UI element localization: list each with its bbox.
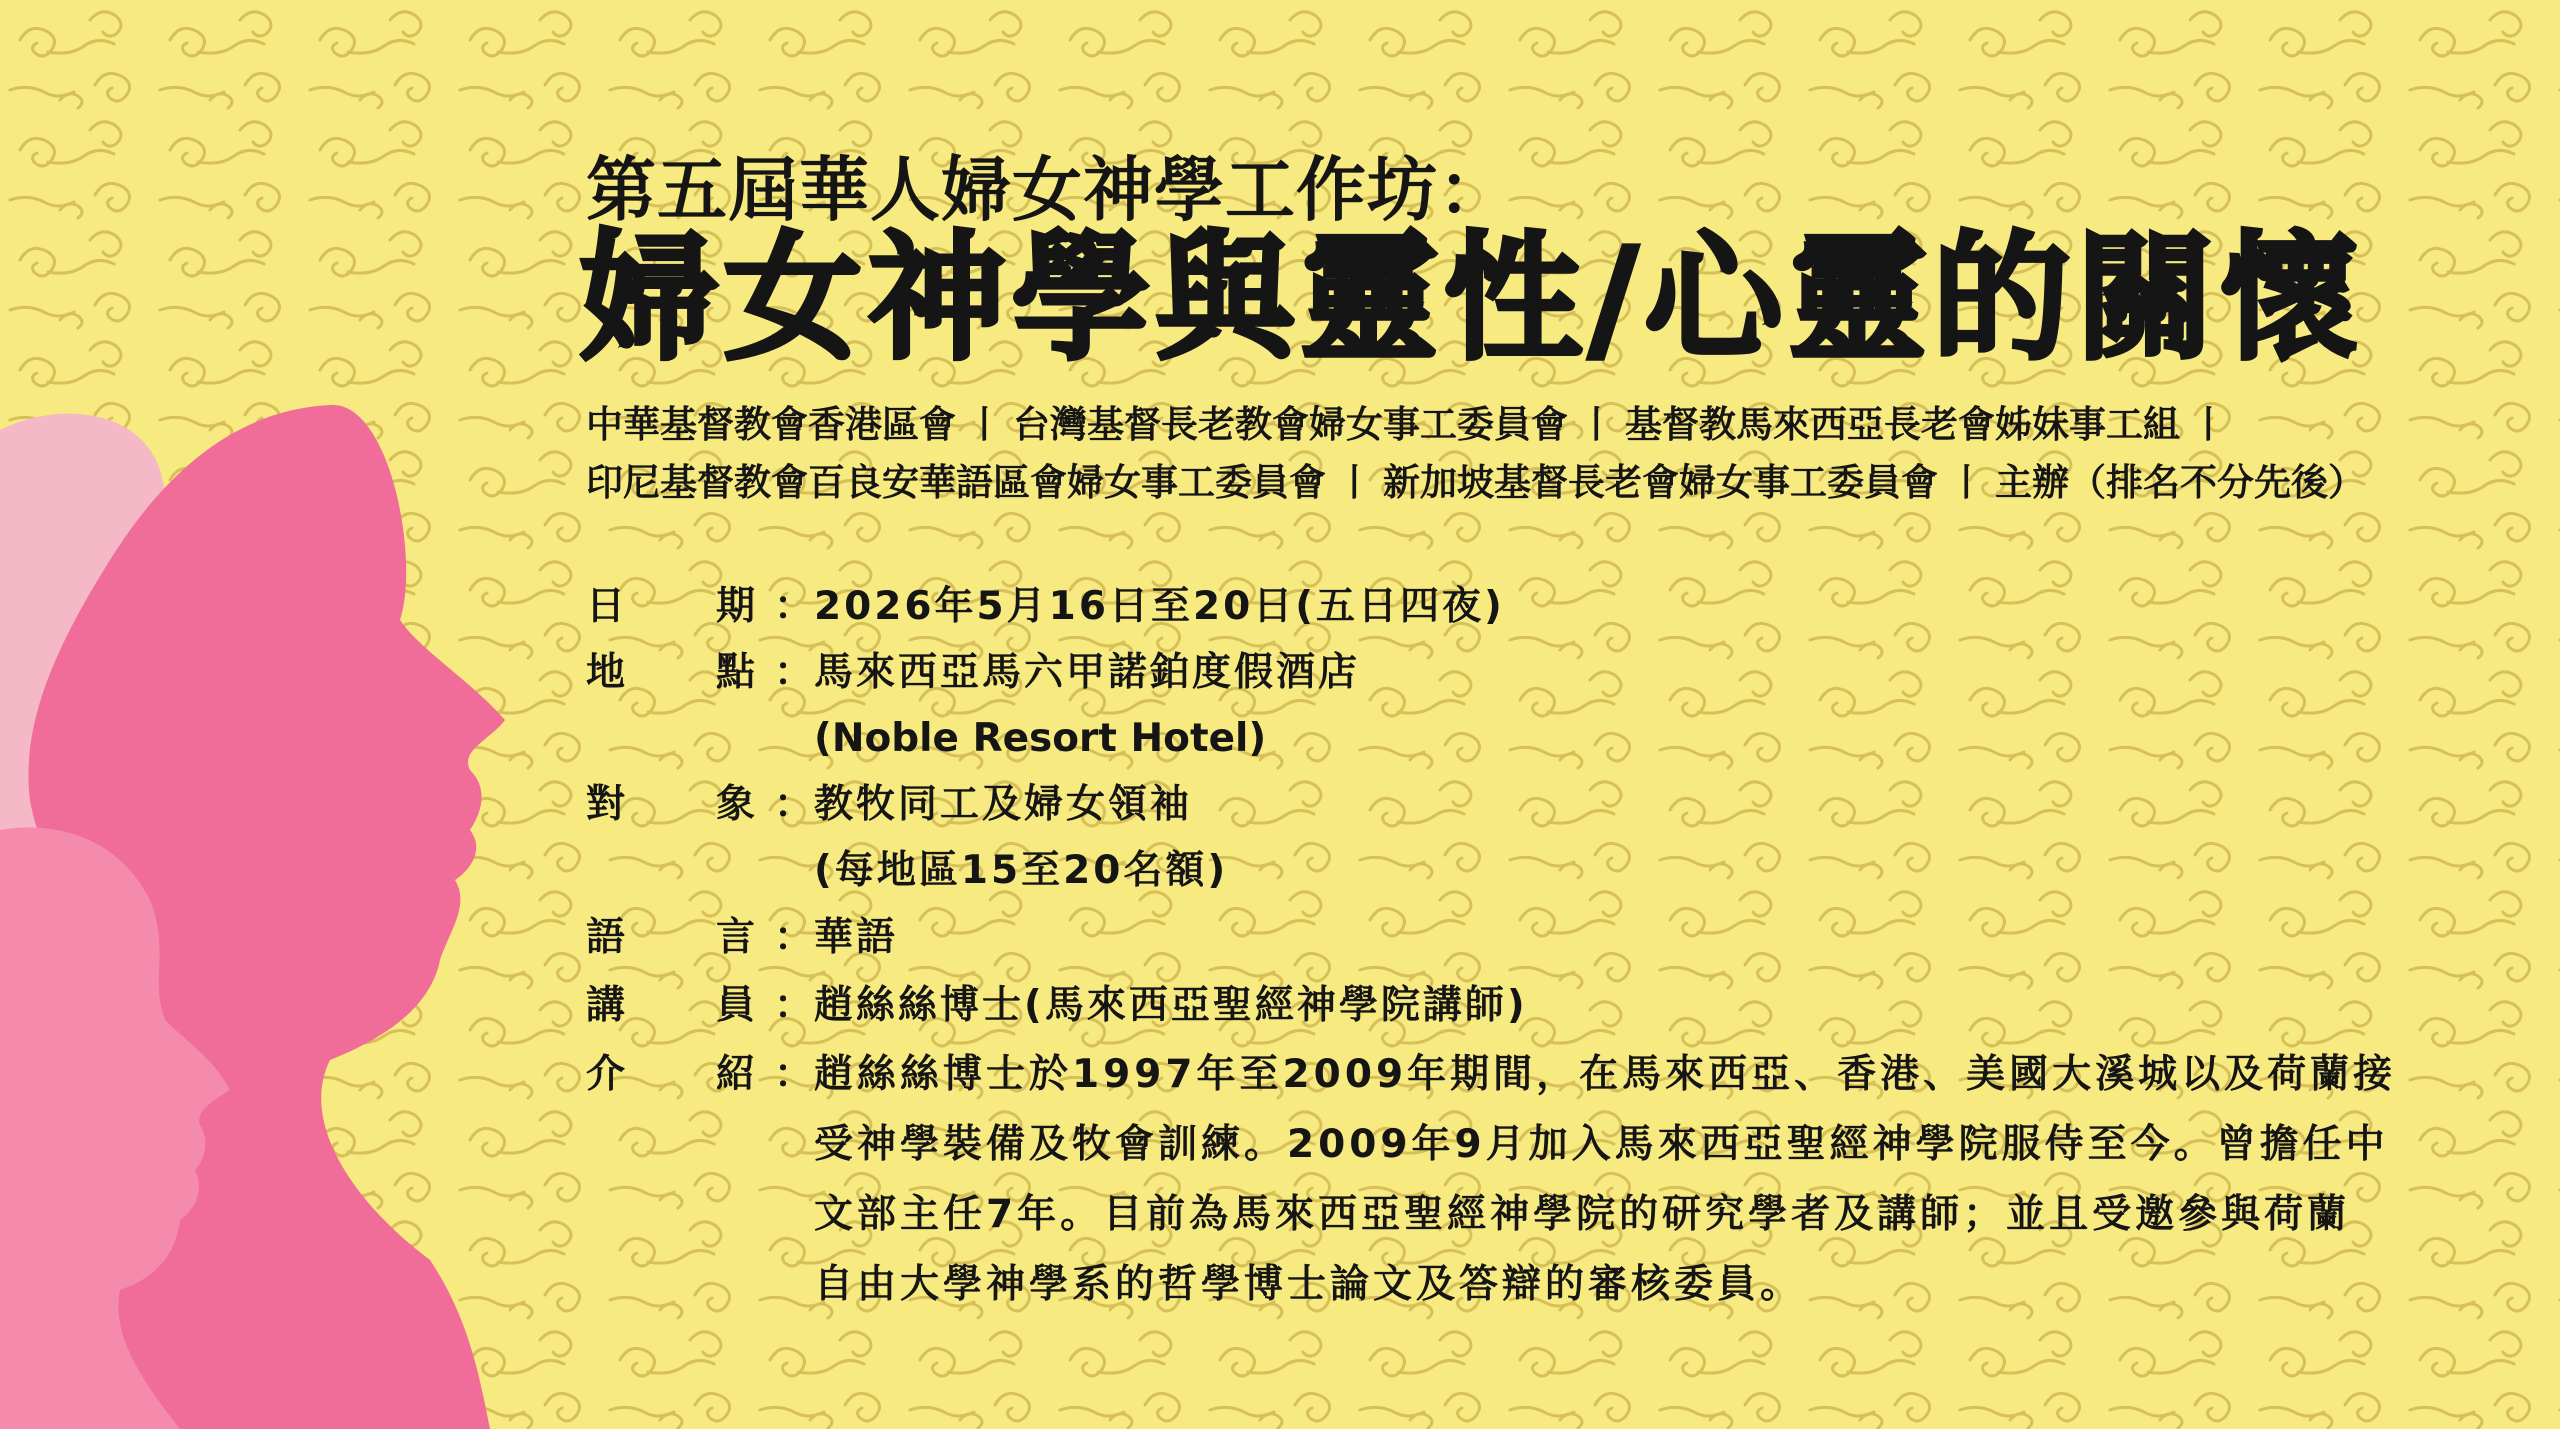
detail-venue — [586, 640, 2486, 706]
label-char: 語 — [586, 915, 629, 960]
organizers — [586, 396, 2365, 512]
detail-intro — [586, 1040, 2486, 1320]
intro-text-line: 趙絲絲博士於1997年至2009年期間，在馬來西亞、香港、美國大溪城以及荷蘭接 — [814, 1052, 2397, 1097]
intro-text-line: 自由大學神學系的哲學博士論文及答辯的審核委員。 — [814, 1262, 1804, 1307]
label-char: 點 — [716, 650, 759, 695]
event-details — [586, 574, 2486, 1320]
detail-date — [586, 574, 2486, 640]
detail-target — [586, 772, 2486, 838]
label-char: 期 — [716, 584, 759, 629]
label-colon: ： — [774, 782, 817, 827]
label-colon: ： — [774, 1052, 814, 1097]
label-colon: ： — [774, 915, 817, 960]
detail-language — [586, 904, 2486, 972]
organizer-item: 新加坡基督長老會婦女事工委員會 — [1383, 461, 1938, 504]
separator: 丨 — [2190, 403, 2227, 446]
intro-text-line: 受神學裝備及牧會訓練。2009年9月加入馬來西亞聖經神學院服侍至今。曾擔任中 — [814, 1122, 2389, 1167]
organizers-line-2 — [586, 454, 2365, 512]
date-value: 2026年5月16日至20日(五日四夜) — [814, 584, 1505, 629]
detail-label — [586, 1040, 814, 1110]
speaker-value: 趙絲絲博士(馬來西亞聖經神學院講師) — [814, 983, 1528, 1028]
label-char: 講 — [586, 983, 629, 1028]
detail-speaker — [586, 972, 2486, 1040]
target-value: 教牧同工及婦女領袖 — [814, 782, 1193, 827]
label-colon: ： — [774, 650, 817, 695]
separator: 丨 — [1948, 461, 1985, 504]
language-value: 華語 — [814, 915, 899, 960]
venue-english-value: (Noble Resort Hotel) — [814, 716, 1267, 761]
label-colon: ： — [774, 983, 817, 1028]
label-char: 象 — [716, 782, 759, 827]
label-char: 對 — [586, 782, 629, 827]
label-char: 言 — [716, 915, 759, 960]
workshop-title: 第五屆華人婦女神學工作坊： — [586, 149, 1509, 231]
label-char: 紹 — [716, 1052, 756, 1097]
organizer-item: 印尼基督教會百良安華語區會婦女事工委員會 — [586, 461, 1326, 504]
organizers-line-1 — [586, 396, 2365, 454]
target-quota-value: (每地區15至20名額) — [814, 848, 1229, 893]
separator: 丨 — [1578, 403, 1615, 446]
venue-value: 馬來西亞馬六甲諾鉑度假酒店 — [814, 650, 1361, 695]
label-char: 介 — [586, 1052, 626, 1097]
label-colon: ： — [774, 584, 817, 629]
organizer-item: 中華基督教會香港區會 — [586, 403, 956, 446]
detail-venue-english — [586, 706, 2486, 772]
organizer-note: 主辦（排名不分先後） — [1995, 461, 2365, 504]
separator: 丨 — [1336, 461, 1373, 504]
organizer-item: 台灣基督長老教會婦女事工委員會 — [1013, 403, 1568, 446]
label-char: 員 — [716, 983, 759, 1028]
intro-text-line: 文部主任7年。目前為馬來西亞聖經神學院的研究學者及講師；並且受邀參與荷蘭 — [814, 1192, 2351, 1237]
organizer-item: 基督教馬來西亞長老會姊妹事工組 — [1625, 403, 2180, 446]
detail-target-quota — [586, 838, 2486, 904]
separator: 丨 — [966, 403, 1003, 446]
label-char: 日 — [586, 584, 629, 629]
workshop-theme: 婦女神學與靈性/心靈的關懷 — [580, 218, 2365, 379]
label-char: 地 — [586, 650, 629, 695]
